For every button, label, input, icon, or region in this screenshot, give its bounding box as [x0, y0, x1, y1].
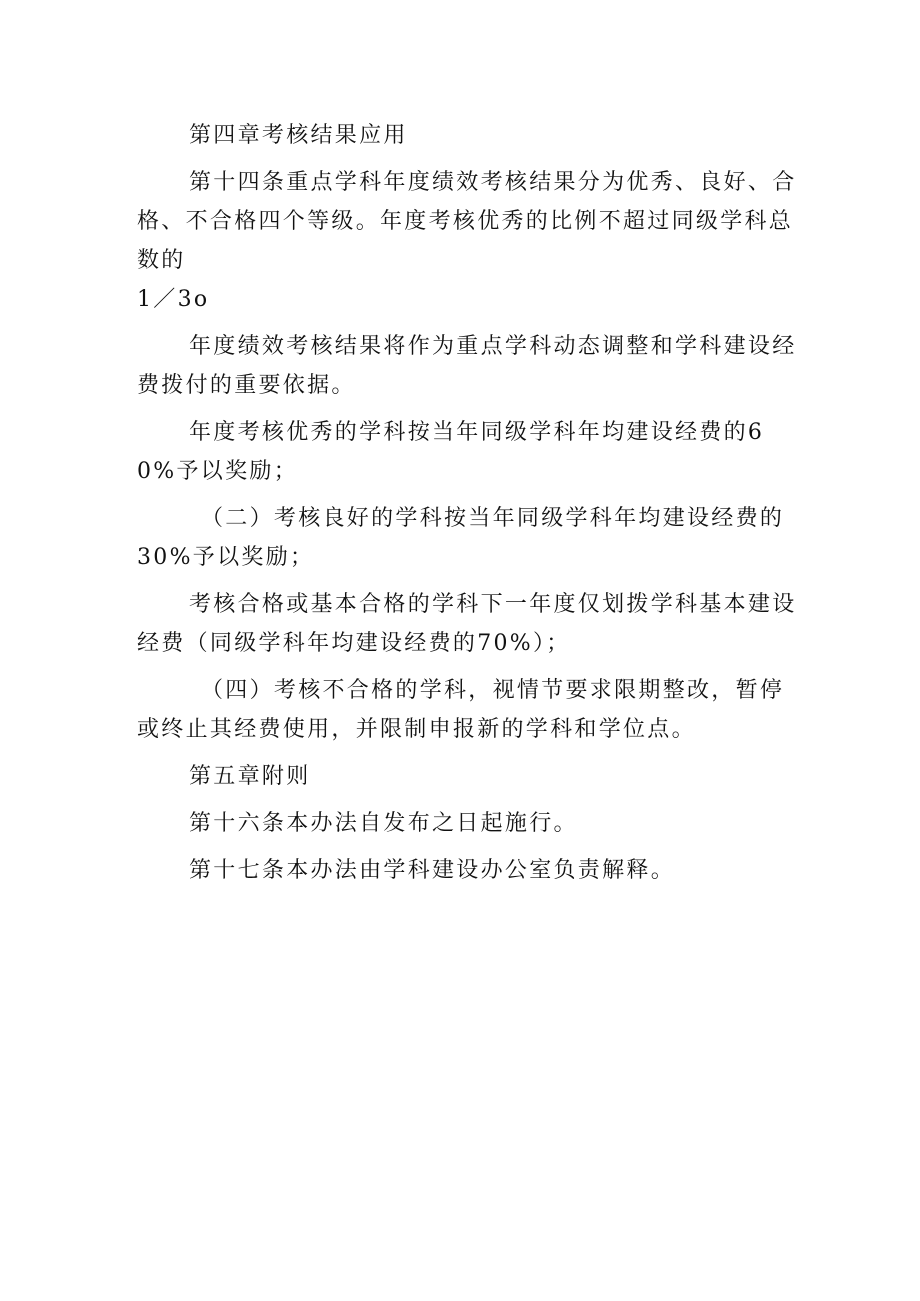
- article-16-paragraph: 第十六条本办法自发布之日起施行。: [189, 811, 578, 836]
- article-17-paragraph: 第十七条本办法由学科建设办公室负责解释。: [189, 858, 676, 883]
- excellent-reward-paragraph: 年度考核优秀的学科按当年同级学科年均建设经费的60%予以奖励；: [137, 420, 765, 484]
- chapter-five-heading: 第五章附则: [189, 764, 311, 789]
- document-body: [137, 116, 797, 898]
- unqualified-penalty-paragraph: （四）考核不合格的学科，视情节要求限期整改，暂停或终止其经费使用，并限制申报新的学科和学位点。: [137, 678, 785, 742]
- chapter-four-heading: 第四章考核结果应用: [189, 123, 408, 148]
- results-usage-paragraph: 年度绩效考核结果将作为重点学科动态调整和学科建设经费拨付的重要依据。: [137, 334, 797, 398]
- article-14-fraction: 1／3o: [137, 287, 210, 312]
- qualified-funding-paragraph: 考核合格或基本合格的学科下一年度仅划拨学科基本建设经费（同级学科年均建设经费的70%）；: [137, 592, 797, 656]
- good-reward-paragraph: （二）考核良好的学科按当年同级学科年均建设经费的30%予以奖励；: [137, 506, 785, 570]
- article-14-paragraph: 第十四条重点学科年度绩效考核结果分为优秀、良好、合格、不合格四个等级。年度考核优秀的比例不超过同级学科总数的: [137, 170, 797, 273]
